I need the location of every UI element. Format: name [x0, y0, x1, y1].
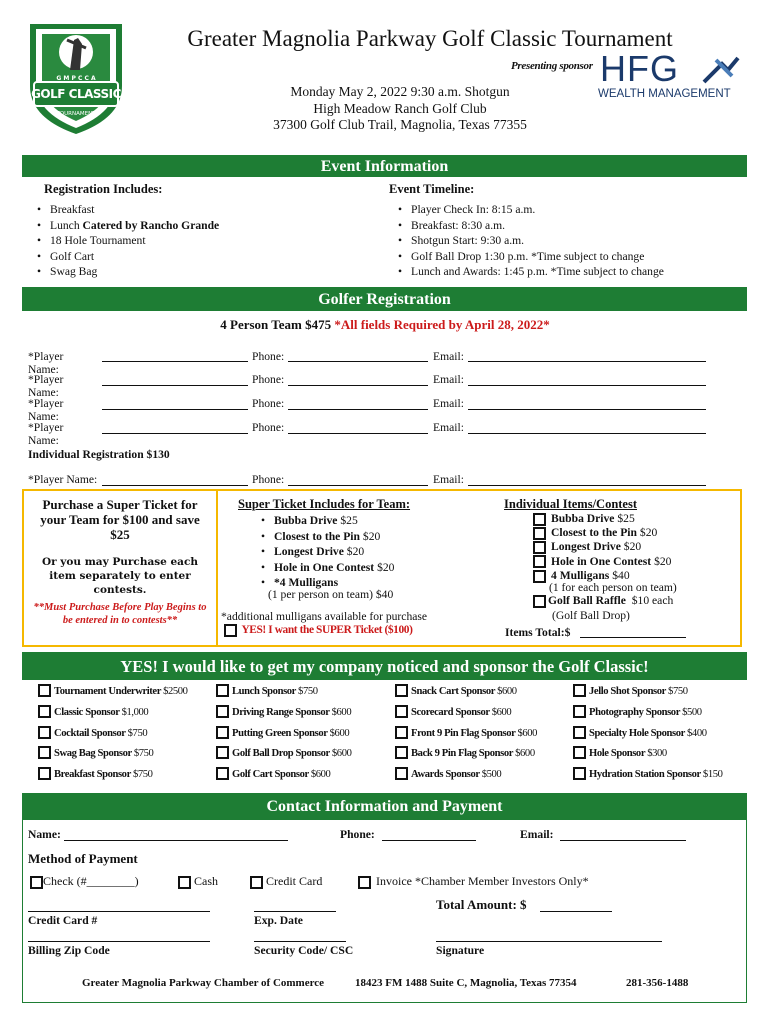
sponsor-checkbox[interactable] — [573, 746, 586, 759]
player-name-label: *Player Name: — [28, 473, 98, 486]
list-item: • Shotgun Start: 9:30 a.m. — [395, 233, 664, 249]
cash-checkbox[interactable] — [178, 876, 191, 889]
list-item[interactable]: Hole in One Contest $20 — [533, 555, 671, 569]
list-item: • Lunch and Awards: 1:45 p.m. *Time subject to change — [395, 264, 664, 280]
contact-phone-label: Phone: — [340, 828, 375, 841]
item-checkbox[interactable] — [533, 555, 546, 568]
list-item: • Breakfast: 8:30 a.m. — [395, 218, 664, 234]
payment-check-option[interactable]: Check (#________) — [30, 874, 139, 889]
registration-includes-heading: Registration Includes: — [44, 182, 163, 196]
sponsor-checkbox[interactable] — [38, 705, 51, 718]
golf-ball-raffle-row[interactable]: Golf Ball Raffle $10 each — [533, 594, 673, 608]
phone-label: Phone: — [252, 350, 285, 363]
hfg-arrow-icon — [702, 54, 740, 84]
sponsor-option[interactable]: Snack Cart Sponsor $600 — [395, 686, 517, 697]
sponsor-option[interactable]: Scorecard Sponsor $600 — [395, 707, 511, 718]
event-timeline-heading: Event Timeline: — [389, 182, 475, 196]
super-ticket-checkbox-row[interactable] — [224, 624, 412, 637]
total-amount-field[interactable] — [540, 911, 612, 912]
sponsor-option[interactable]: Driving Range Sponsor $600 — [216, 707, 351, 718]
sponsor-checkbox[interactable] — [395, 746, 408, 759]
email-field[interactable] — [468, 433, 706, 434]
footer-org: Greater Magnolia Parkway Chamber of Commerce — [82, 977, 325, 989]
super-ticket-checkbox[interactable] — [224, 624, 237, 637]
logo-top-text: G M P C C A — [56, 75, 96, 82]
check-checkbox[interactable] — [30, 876, 43, 889]
list-item: • Lunch Catered by Rancho Grande — [34, 218, 219, 234]
player-name-field[interactable] — [102, 433, 248, 434]
golfer-registration-bar: Golfer Registration — [22, 287, 747, 311]
sponsor-option[interactable]: Golf Cart Sponsor $600 — [216, 769, 330, 780]
presenting-sponsor-label: Presenting sponsor — [511, 60, 593, 72]
individual-items-heading: Individual Items/Contest — [504, 497, 638, 511]
super-ticket-purchase-title: Purchase a Super Ticket for your Team for $100 and save $25 — [40, 497, 200, 542]
super-ticket-yes-label: YES! I want the SUPER Ticket ($100) — [241, 624, 413, 637]
phone-field[interactable] — [288, 433, 428, 434]
footer-address: 18423 FM 1488 Suite C, Magnolia, Texas 77354 — [355, 977, 577, 989]
sponsor-option[interactable]: Lunch Sponsor $750 — [216, 686, 318, 697]
logo-main-text: GOLF CLASSIC — [31, 87, 121, 101]
sponsor-option[interactable]: Putting Green Sponsor $600 — [216, 728, 349, 739]
sponsor-checkbox[interactable] — [38, 767, 51, 780]
sponsor-option[interactable]: Breakfast Sponsor $750 — [38, 769, 153, 780]
hfg-logo — [594, 48, 754, 102]
individual-registration-heading: Individual Registration $130 — [28, 448, 170, 461]
list-item: • *4 Mulligans — [258, 575, 394, 591]
sponsor-checkbox[interactable] — [573, 705, 586, 718]
player-name-label: *Player Name: — [28, 421, 64, 447]
list-item[interactable]: Bubba Drive $25 — [533, 512, 671, 526]
email-label: Email: — [433, 350, 464, 363]
player-name-label: *Player Name: — [28, 397, 64, 423]
contact-name-label: Name: — [28, 828, 61, 841]
sponsor-option[interactable]: Hole Sponsor $300 — [573, 748, 667, 759]
sponsor-checkbox[interactable] — [573, 767, 586, 780]
phone-field[interactable] — [288, 385, 428, 386]
security-code-field[interactable] — [254, 941, 346, 942]
list-item: • Longest Drive $20 — [258, 544, 394, 560]
email-field[interactable] — [468, 409, 706, 410]
security-code-label: Security Code/ CSC — [254, 944, 354, 957]
list-item: • Player Check In: 8:15 a.m. — [395, 202, 664, 218]
sponsor-option[interactable]: Photography Sponsor $500 — [573, 707, 702, 718]
payment-invoice-option[interactable]: Invoice *Chamber Member Investors Only* — [358, 874, 589, 889]
team-price: 4 Person Team $475 — [220, 317, 332, 332]
event-date-line: Monday May 2, 2022 9:30 a.m. Shotgun — [290, 84, 510, 99]
sponsor-option[interactable]: Classic Sponsor $1,000 — [38, 707, 148, 718]
sponsor-checkbox[interactable] — [573, 726, 586, 739]
sponsor-checkbox[interactable] — [395, 726, 408, 739]
raffle-sub-note: (Golf Ball Drop) — [552, 609, 630, 622]
list-item[interactable]: 4 Mulligans $40 — [533, 569, 671, 583]
credit-card-number-label: Credit Card # — [28, 914, 98, 927]
separate-purchase-text: Or you may Purchase each item separately to enter contests. — [41, 556, 199, 596]
sponsor-checkbox[interactable] — [395, 767, 408, 780]
event-address: 37300 Golf Club Trail, Magnolia, Texas 77355 — [273, 117, 527, 132]
signature-field[interactable] — [436, 941, 662, 942]
item-checkbox[interactable] — [533, 541, 546, 554]
billing-zip-field[interactable] — [28, 941, 210, 942]
player-name-field[interactable] — [102, 385, 248, 386]
sponsor-checkbox[interactable] — [216, 726, 229, 739]
additional-mulligans-note: *additional mulligans available for purchase — [221, 610, 428, 623]
phone-field[interactable] — [288, 361, 428, 362]
sponsor-checkbox[interactable] — [38, 726, 51, 739]
mulligan-note: (1 per person on team) $40 — [268, 588, 394, 601]
email-label: Email: — [433, 373, 464, 386]
email-field[interactable] — [468, 385, 706, 386]
phone-field[interactable] — [288, 409, 428, 410]
list-item: • Breakfast — [34, 202, 219, 218]
must-purchase-note: **Must Purchase Before Play Begins to be entered in to contests** — [33, 602, 207, 626]
sponsor-checkbox[interactable] — [216, 746, 229, 759]
super-ticket-includes-list — [258, 513, 394, 591]
player-name-label: *Player Name: — [28, 373, 64, 399]
sponsor-option[interactable]: Swag Bag Sponsor $750 — [38, 748, 153, 759]
sponsor-checkbox[interactable] — [573, 684, 586, 697]
list-item[interactable]: Longest Drive $20 — [533, 540, 671, 554]
sponsor-checkbox[interactable] — [38, 684, 51, 697]
contact-payment-bar: Contact Information and Payment — [22, 793, 747, 820]
sponsor-option[interactable]: Awards Sponsor $500 — [395, 769, 501, 780]
contact-name-field[interactable] — [64, 840, 288, 841]
list-item: • Closest to the Pin $20 — [258, 529, 394, 545]
total-amount-label: Total Amount: $ — [436, 897, 527, 912]
required-note: *All fields Required by April 28, 2022* — [334, 317, 550, 332]
event-timeline-list — [395, 202, 664, 280]
logo-bottom-text: TOURNAMENT — [56, 111, 96, 117]
sponsor-option[interactable]: Jello Shot Sponsor $750 — [573, 686, 688, 697]
items-total-field[interactable] — [580, 637, 686, 638]
invoice-checkbox[interactable] — [358, 876, 371, 889]
sponsor-checkbox[interactable] — [216, 684, 229, 697]
list-item: • 18 Hole Tournament — [34, 233, 219, 249]
registration-includes-list — [34, 202, 219, 280]
event-information-bar: Event Information — [22, 155, 747, 177]
sponsor-option[interactable]: Specialty Hole Sponsor $400 — [573, 728, 707, 739]
list-item: • Swag Bag — [34, 264, 219, 280]
credit-card-number-field[interactable] — [28, 911, 210, 912]
raffle-checkbox[interactable] — [533, 595, 546, 608]
list-item: • Hole in One Contest $20 — [258, 560, 394, 576]
email-label: Email: — [433, 421, 464, 434]
sponsor-option[interactable]: Cocktail Sponsor $750 — [38, 728, 147, 739]
phone-label: Phone: — [252, 397, 285, 410]
player-name-field[interactable] — [102, 361, 248, 362]
player-name-field[interactable] — [102, 409, 248, 410]
sponsorship-bar: YES! I would like to get my company noticed and sponsor the Golf Classic! — [22, 652, 747, 680]
email-field[interactable] — [468, 485, 706, 486]
individual-items-list — [533, 512, 671, 583]
email-field[interactable] — [468, 361, 706, 362]
payment-cash-option[interactable]: Cash — [178, 874, 218, 889]
contact-email-label: Email: — [520, 828, 554, 841]
contact-payment-box — [22, 793, 747, 1003]
sponsor-checkbox[interactable] — [395, 705, 408, 718]
sponsor-checkbox[interactable] — [395, 684, 408, 697]
footer-phone: 281-356-1488 — [626, 977, 689, 989]
phone-label: Phone: — [252, 473, 285, 486]
exp-date-label: Exp. Date — [254, 914, 303, 927]
list-item: • Golf Ball Drop 1:30 p.m. *Time subject to change — [395, 249, 664, 265]
list-item: • Golf Cart — [34, 249, 219, 265]
golf-classic-logo — [20, 18, 132, 136]
sponsor-checkbox[interactable] — [216, 767, 229, 780]
contact-phone-field[interactable] — [382, 840, 476, 841]
items-total-label: Items Total:$ — [505, 626, 571, 639]
phone-field[interactable] — [288, 485, 428, 486]
item-checkbox[interactable] — [533, 570, 546, 583]
item-checkbox[interactable] — [533, 527, 546, 540]
exp-date-field[interactable] — [254, 911, 336, 912]
hfg-sub-text: WEALTH MANAGEMENT — [598, 88, 731, 100]
sponsor-option[interactable]: Front 9 Pin Flag Sponsor $600 — [395, 728, 537, 739]
mulligan-each-note: (1 for each person on team) — [549, 581, 677, 594]
phone-label: Phone: — [252, 373, 285, 386]
contact-email-field[interactable] — [560, 840, 686, 841]
sponsor-checkbox[interactable] — [216, 705, 229, 718]
signature-label: Signature — [436, 944, 485, 957]
list-item[interactable]: Closest to the Pin $20 — [533, 526, 671, 540]
event-venue: High Meadow Ranch Golf Club — [313, 101, 487, 116]
payment-method-heading: Method of Payment — [28, 851, 138, 866]
team-pricing-line — [0, 317, 770, 333]
phone-label: Phone: — [252, 421, 285, 434]
super-ticket-includes-heading: Super Ticket Includes for Team: — [238, 497, 411, 511]
billing-zip-label: Billing Zip Code — [28, 944, 110, 957]
payment-credit-option[interactable]: Credit Card — [250, 874, 322, 889]
credit-card-checkbox[interactable] — [250, 876, 263, 889]
hfg-brand-text: HFG — [600, 48, 679, 89]
sponsor-option[interactable]: Back 9 Pin Flag Sponsor $600 — [395, 748, 535, 759]
player-name-label: *Player Name: — [28, 350, 64, 376]
item-checkbox[interactable] — [533, 513, 546, 526]
email-label: Email: — [433, 397, 464, 410]
page-title: Greater Magnolia Parkway Golf Classic Tournament — [187, 26, 673, 51]
list-item: • Bubba Drive $25 — [258, 513, 394, 529]
sponsor-option[interactable]: Golf Ball Drop Sponsor $600 — [216, 748, 352, 759]
sponsor-checkbox[interactable] — [38, 746, 51, 759]
super-ticket-divider — [216, 489, 218, 647]
player-name-field[interactable] — [102, 485, 248, 486]
email-label: Email: — [433, 473, 464, 486]
sponsor-option[interactable]: Hydration Station Sponsor $150 — [573, 769, 723, 780]
sponsor-option[interactable]: Tournament Underwriter $2500 — [38, 686, 188, 697]
